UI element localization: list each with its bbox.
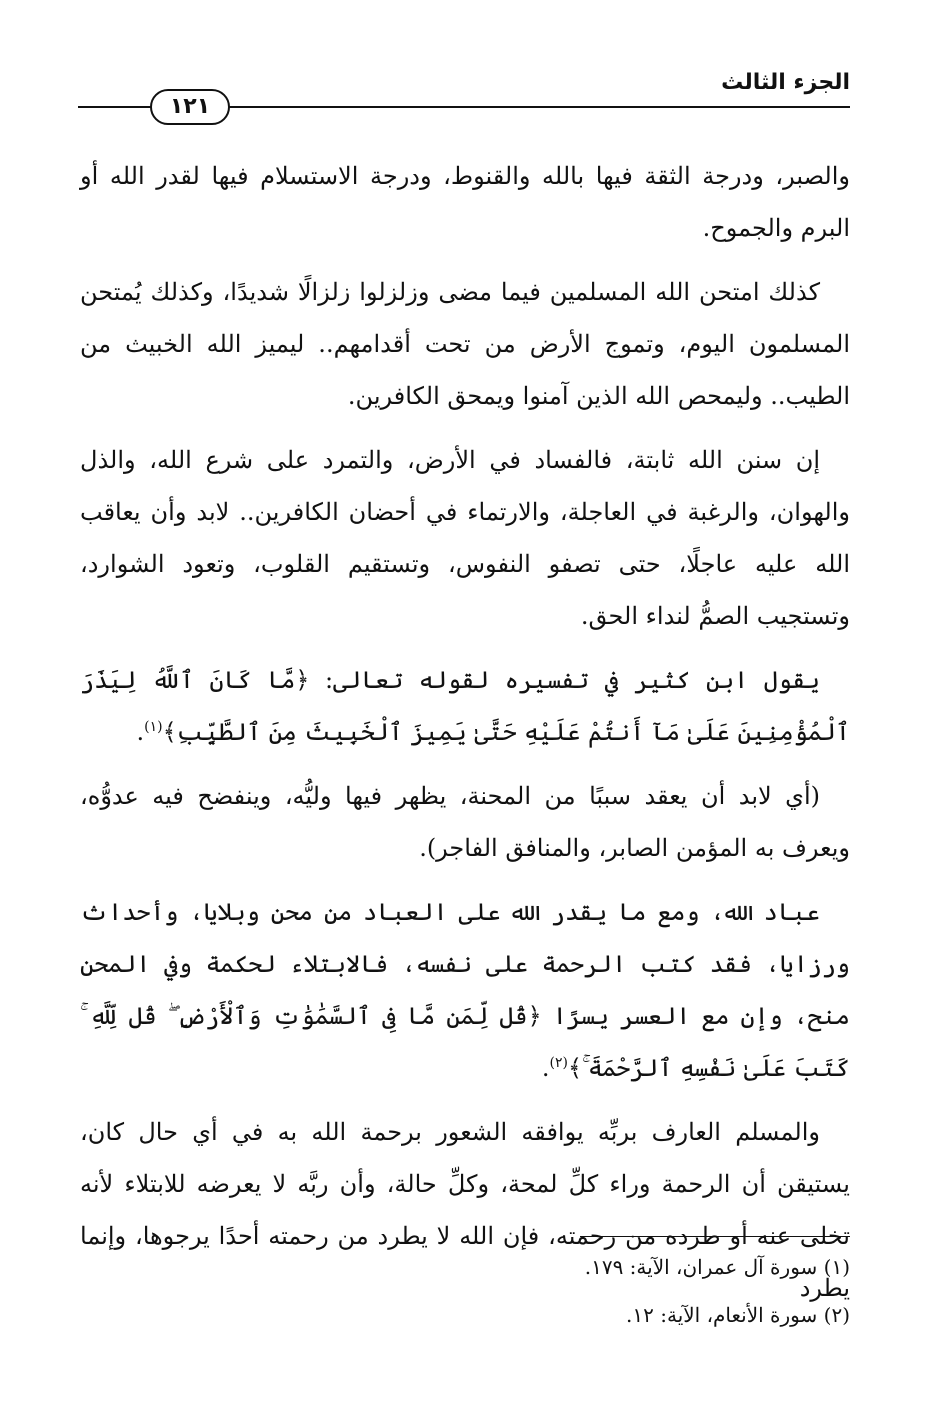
quran-verse-2: ﴿قُل لِّمَن مَّا فِى ٱلسَّمَٰوَٰتِ وَٱلْأَرْضِ ۖ قُل لِّلَّهِ ۚ كَتَبَ عَلَىٰ نَفْسِهِ ٱلرَّحْمَةَ ۚ﴾ <box>80 1002 850 1082</box>
quran-verse-1: ﴿مَّا كَانَ ٱللَّهُ لِيَذَرَ ٱلْمُؤْمِنِينَ عَلَىٰ مَآ أَنتُمْ عَلَيْهِ حَتَّىٰ يَمِيزَ ٱلْخَبِيثَ مِنَ ٱلطَّيِّبِ﴾ <box>80 666 850 746</box>
paragraph-3: إن سنن الله ثابتة، فالفساد في الأرض، والتمرد على شرع الله، والذل والهوان، والرغبة في العاجلة، والارتماء في أحضان الكافرين.. لابد وأن يعاقب الله عليه عاجلًا، حتى تصفو النفوس، وتستقيم القلوب، وتعود الشوارد، وتستجيب الصمُّ لنداء الحق. <box>80 446 850 630</box>
page-header <box>78 62 850 128</box>
paragraph-1: والصبر، ودرجة الثقة فيها بالله والقنوط، ودرجة الاستسلام فيها لقدر الله أو البرم والجموح. <box>80 162 850 242</box>
footnote-ref-2: (٢) <box>549 1055 568 1071</box>
quote-intro: يقول ابن كثير في تفسيره لقوله تعالى: <box>309 666 820 694</box>
last-paragraph: والمسلم العارف بربِّه يوافقه الشعور برحمة الله به في أي حال كان، يستيقن أن الرحمة وراء كلِّ لمحة، وكلِّ حالة، وأن ربَّه لا يعرضه للابتلاء لأنه تخلى عنه أو طرده من رحمته، فإن الله لا يطرد من رحمته أحدًا يرجوها، وإنما يطرد <box>80 1118 850 1302</box>
running-title: الجزء الثالث <box>721 70 850 95</box>
quote-end: . <box>136 718 145 746</box>
tafsir-paragraph: (أي لابد أن يعقد سببًا من المحنة، يظهر فيها وليُّه، وينفضح فيه عدوُّه، ويعرف به المؤمن الصابر، والمنافق الفاجر). <box>80 782 850 862</box>
footnote-ref-1: (١) <box>144 719 163 735</box>
mercy-paragraph <box>80 886 850 1094</box>
quote-paragraph <box>80 654 850 758</box>
page-number: ١٢١ <box>150 89 230 125</box>
footnote-2: (٢) سورة الأنعام، الآية: ١٢. <box>626 1303 850 1327</box>
mercy-text: عباد الله، ومع ما يقدر الله على العباد من محن وبلايا، وأحداث ورزايا، فقد كتب الرحمة على نفسه، فالابتلاء لحكمة وفي المحن منح، وإن مع العسر يسرًا <box>80 898 850 1030</box>
footnote-1: (١) سورة آل عمران، الآية: ١٧٩. <box>584 1255 850 1279</box>
mercy-end: . <box>541 1054 550 1082</box>
footnote-rule <box>580 1236 850 1237</box>
paragraph-2: كذلك امتحن الله المسلمين فيما مضى وزلزلوا زلزالًا شديدًا، وكذلك يُمتحن المسلمون اليوم، وتموج الأرض من تحت أقدامهم.. ليميز الله الخبيث من الطيب.. وليمحص الله الذين آمنوا ويمحق الكافرين. <box>80 278 850 410</box>
footnotes <box>150 1252 850 1348</box>
body-text <box>80 150 850 1326</box>
